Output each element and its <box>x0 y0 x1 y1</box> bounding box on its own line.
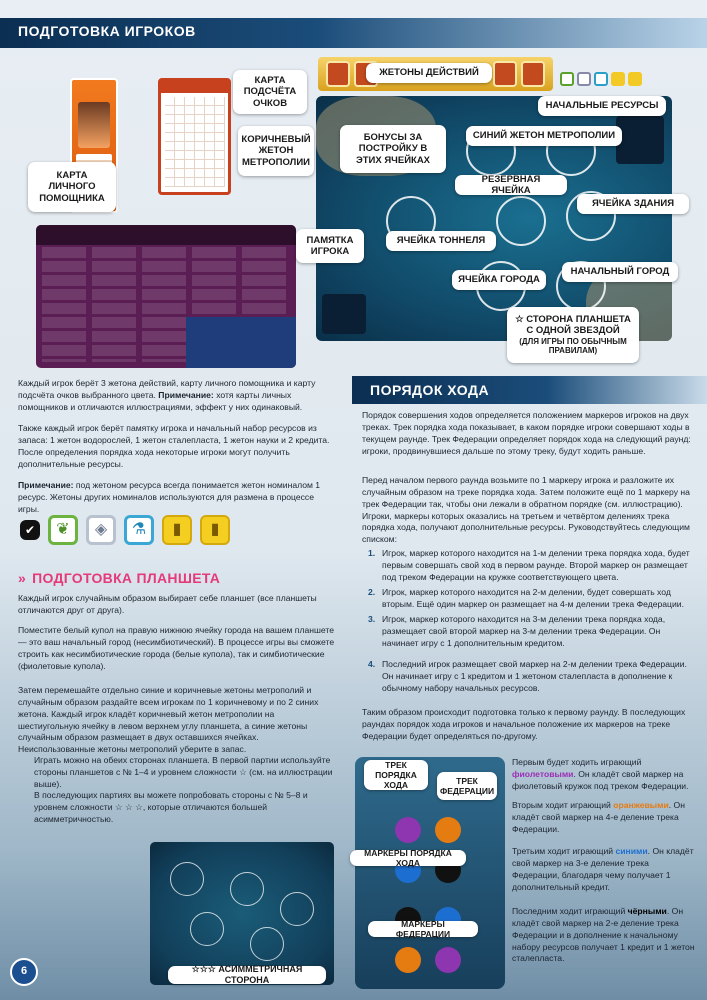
reminder-sheet-image <box>36 225 296 368</box>
note2-text: под жетоном ресурса всегда понимается жетон номиналом 1 ресурс. Жетоны других номиналов используются для размена в процессе игры. <box>18 480 321 514</box>
purple-lead: Первым будет ходить играющий <box>512 757 642 767</box>
score-card-image <box>158 78 231 195</box>
note-paragraph <box>18 480 336 516</box>
callout-blue-token: СИНИЙ ЖЕТОН МЕТРОПОЛИИ <box>466 126 622 146</box>
board-p3: Затем перемешайте отдельно синие и коричневые жетоны метрополий и случайным образом раздайте всем игрокам по 1 коричневому и по 2 синих жетона. Каждый игрок кладёт коричневый жетон метрополии на шестиугольную ячейку в левом верхнем углу планшета, а синие жетоны случайным образом размещает в двух оставшихся ячейках. Неиспользованные жетоны метрополий уберите в запас. <box>18 685 319 755</box>
board-p4a: Играть можно на обеих сторонах планшета. В первой партии используйте стороны планшетов с № 1–4 и уровнем сложности ☆ (см. на иллюстрации выше). <box>34 755 333 789</box>
orange-rest: . Он кладёт свой маркер на 4-е деление трека Федерации. <box>512 800 685 834</box>
turn-p1: Порядок совершения ходов определяется положением маркеров игроков на двух треках. Трек порядка хода показывает, в каком порядке игроки совершают ходы в текущем раунде. Трек Федерации определяет порядок хода на следующий раунд: игроки, продвинувшиеся дальше по этому треку, будут ходить раньше. <box>362 410 691 456</box>
item-number: 2. <box>368 587 376 597</box>
item-text: Игрок, маркер которого находится на 2-м делении, будет совершать ход вторым. Ещё один маркер он размещает на 4-м делении трека Федерации. <box>382 587 684 609</box>
note-label: Примечание: <box>158 389 214 400</box>
science-icon: ⚗ <box>124 515 154 545</box>
item-text: Игрок, маркер которого находится на 3-м делении трека порядка хода, размещает свой второй маркер на 3-м делении трека Федерации. Он начинает игру с 1 дополнительным кредитом. <box>382 614 666 648</box>
player-blue-text <box>512 846 696 893</box>
turn-list-item <box>362 614 696 650</box>
note-text: хотя карты личных помощников и отличаются иллюстрациями, эффект у них одинаковый. <box>18 389 303 412</box>
board-p2: Поместите белый купол на правую нижнюю ячейку города на вашем планшете — это ваш начальный город (несимбиотический). В процессе игры вы сможете строить как несимбиотические города (белые купола), так и симбиотические (фиолетовые купола). <box>18 625 335 671</box>
callout-start-resources: НАЧАЛЬНЫЕ РЕСУРСЫ <box>538 96 666 116</box>
black-word: чёрными <box>627 906 667 916</box>
board-p4b: В последующих партиях вы можете попробовать стороны с № 5–8 и уровнем сложности ☆ ☆ ☆, которые отличаются большей асимметричностью. <box>34 790 308 824</box>
page-number-badge: 6 <box>10 958 38 986</box>
page-title: ПОДГОТОВКА ИГРОКОВ <box>18 23 196 39</box>
callout-city-cell: ЯЧЕЙКА ГОРОДА <box>452 270 546 290</box>
black-rest: . Он кладёт свой маркер на 2-е деление трека Федерации и в дополнение к начальному набору ресурсов получает 1 кредит и 1 жетон сталепласта. <box>512 906 695 964</box>
callout-building-cell: ЯЧЕЙКА ЗДАНИЯ <box>577 194 689 214</box>
one-star-side-note: (ДЛЯ ИГРЫ ПО ОБЫЧНЫМ ПРАВИЛАМ) <box>519 336 627 356</box>
steelplast-icon: ◈ <box>86 515 116 545</box>
credit-icon: ▮ <box>162 515 192 545</box>
black-lead: Последним ходит играющий <box>512 906 626 916</box>
callout-helper-card: КАРТА ЛИЧНОГО ПОМОЩНИКА <box>28 162 116 212</box>
purple-rest: . Он кладёт свой маркер на фиолетовый кружок под треком Федерации. <box>512 768 689 791</box>
section-board-title <box>18 569 220 588</box>
item-text: Последний игрок размещает свой маркер на 2-м делении трека Федерации. Он начинает игру с 1 кредитом и 1 жетоном сталепласта в дополнение к обычному набору начальных ресурсов. <box>382 659 687 693</box>
item-number: 3. <box>368 614 376 624</box>
callout-one-star-side <box>507 307 639 363</box>
intro-paragraph <box>18 378 336 414</box>
callout-asym-side: ☆☆☆ АСИММЕТРИЧНАЯ СТОРОНА <box>168 966 326 984</box>
callout-turn-track: ТРЕК ПОРЯДКА ХОДА <box>364 760 428 790</box>
purple-word: фиолетовыми <box>512 768 574 779</box>
player-orange-text <box>512 800 696 836</box>
board-title-text: ПОДГОТОВКА ПЛАНШЕТА <box>32 570 221 586</box>
player-purple-text <box>512 757 696 793</box>
checkbox-icon: ✔ <box>20 520 40 540</box>
callout-reserve-cell: РЕЗЕРВНАЯ ЯЧЕЙКА <box>455 175 567 195</box>
callout-fed-markers: МАРКЕРЫ ФЕДЕРАЦИИ <box>368 921 478 937</box>
orange-word: оранжевыми <box>613 800 669 810</box>
item-text: Игрок, маркер которого находится на 1-м делении трека порядка хода, будет первым совершать свой ход в первом раунде. Второй маркер он размещает под треком Федерации на кружке соответствующего цвета. <box>382 548 690 582</box>
turn-list-item <box>362 659 696 695</box>
board-p1: Каждый игрок случайным образом выбирает себе планшет (все планшеты отличаются друг от друга). <box>18 593 317 615</box>
callout-tunnel-cell: ЯЧЕЙКА ТОННЕЛЯ <box>386 231 496 251</box>
turn-list-item <box>362 548 696 584</box>
item-number: 1. <box>368 548 376 558</box>
callout-turn-markers: МАРКЕРЫ ПОРЯДКА ХОДА <box>350 850 466 866</box>
callout-fed-track: ТРЕК ФЕДЕРАЦИИ <box>437 772 497 800</box>
player-black-text <box>512 906 696 965</box>
turn-p2: Перед началом первого раунда возьмите по 1 маркеру игрока и разложите их случайным образом на треке порядка хода. Затем положите ещё по 1 маркеру на трек Федерации так, чтобы они лежали в обратном порядке (см. иллюстрацию). Игроки, маркеры которых оказались на третьем и четвёртом делениях трека порядка хода, получают дополнительные ресурсы. Руководствуйтесь следующим списком: <box>362 475 690 545</box>
intro-text: Каждый игрок берёт 3 жетона действий, карту личного помощника и карту подсчёта очков выбранного цвета. <box>18 378 316 400</box>
callout-bonus-cells: БОНУСЫ ЗА ПОСТРОЙКУ В ЭТИХ ЯЧЕЙКАХ <box>340 125 446 173</box>
turn-list-item <box>362 587 696 611</box>
callout-action-tokens: ЖЕТОНЫ ДЕЙСТВИЙ <box>366 63 492 83</box>
callout-score-card: КАРТА ПОДСЧЁТА ОЧКОВ <box>233 70 307 114</box>
blue-word: синими <box>615 846 648 856</box>
blue-lead: Третьим ходит играющий <box>512 846 614 856</box>
turn-p3: Таким образом происходит подготовка только к первому раунду. В последующих раундах порядок хода игроков и начальное положение их маркеров на треке Федерации будет определяться по-другому. <box>362 707 686 741</box>
callout-brown-token: КОРИЧНЕВЫЙ ЖЕТОН МЕТРОПОЛИИ <box>238 126 314 176</box>
start-resources-icons <box>560 72 670 88</box>
turn-order-title: ПОРЯДОК ХОДА <box>370 382 490 398</box>
resource-icons-row <box>20 513 230 547</box>
resources-paragraph: Также каждый игрок берёт памятку игрока и начальный набор ресурсов из запаса: 1 жетон водорослей, 1 жетон сталепласта, 1 жетон науки и 2 кредита. После определения порядка хода некоторые игроки могут получить дополнительные ресурсы. <box>18 423 330 469</box>
one-star-side-label: ☆ СТОРОНА ПЛАНШЕТА С ОДНОЙ ЗВЕЗДОЙ <box>515 314 631 337</box>
note2-label: Примечание: <box>18 480 74 490</box>
orange-lead: Вторым ходит играющий <box>512 800 611 810</box>
algae-icon: ❦ <box>48 515 78 545</box>
item-number: 4. <box>368 659 376 669</box>
blue-rest: . Он кладёт свой маркер на 3-е деление трека Федерации, благодаря чему получает 1 дополнительный кредит. <box>512 846 694 892</box>
callout-reminder: ПАМЯТКА ИГРОКА <box>296 229 364 263</box>
callout-start-city: НАЧАЛЬНЫЙ ГОРОД <box>562 262 678 282</box>
double-chevron-icon: » <box>18 570 27 586</box>
credit-icon: ▮ <box>200 515 230 545</box>
